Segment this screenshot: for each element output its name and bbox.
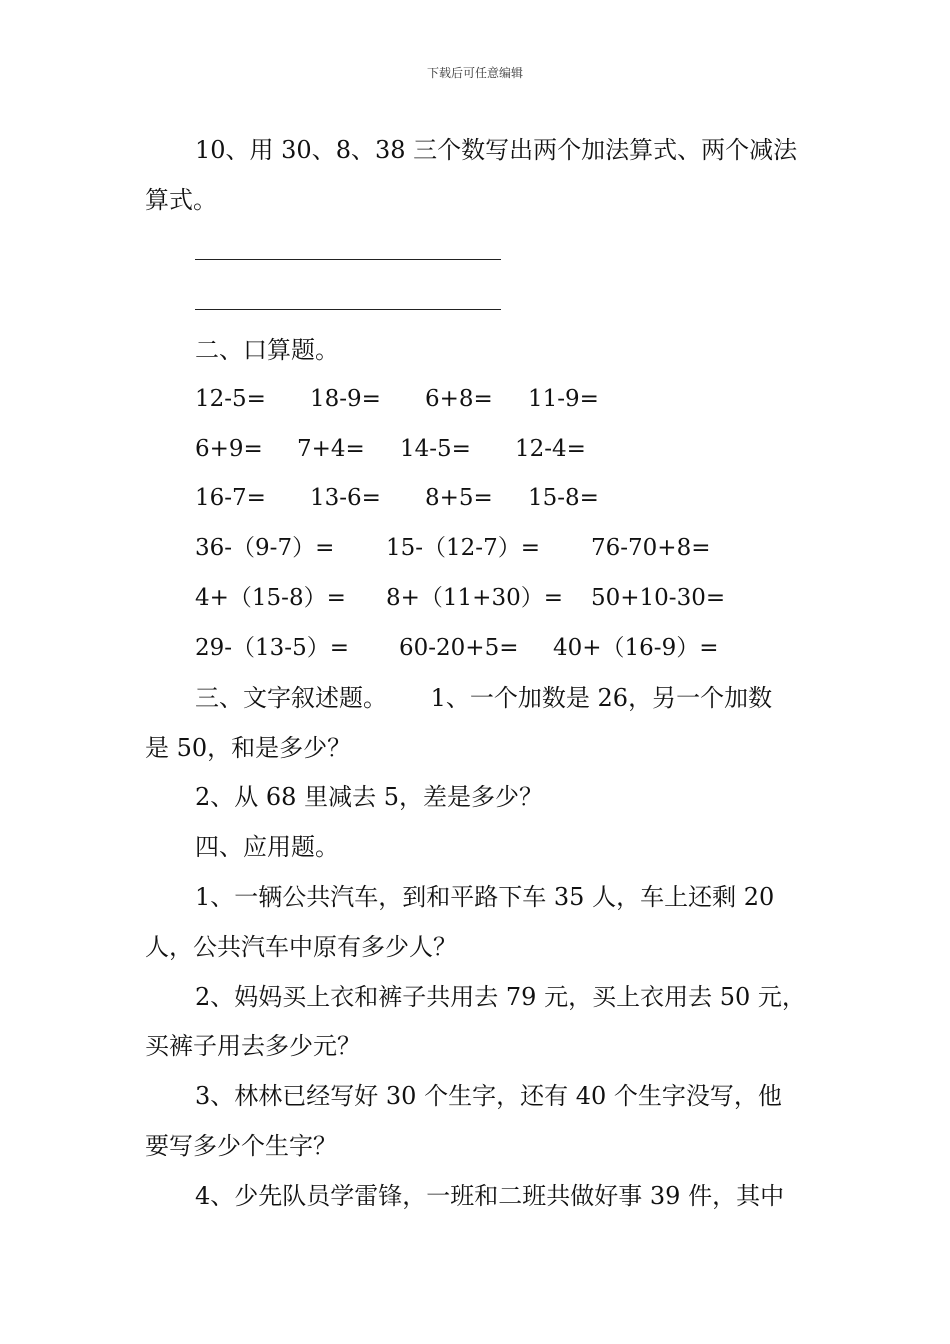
calc-item: 11-9=: [528, 386, 599, 412]
question-10-line2: 算式。: [145, 186, 217, 214]
answer-blank-1: [195, 259, 501, 260]
calc-item: 50+10-30=: [591, 585, 726, 611]
calc-item: 60-20+5=: [399, 635, 519, 661]
calc-item: 15-8=: [528, 485, 599, 511]
section-4-q3-line1: 3、林林已经写好 30 个生字，还有 40 个生字没写，他: [195, 1082, 782, 1110]
calc-item: 7+4=: [297, 436, 365, 462]
section-4-title: 四、应用题。: [195, 833, 339, 861]
section-4-q3-line2: 要写多少个生字？: [145, 1132, 337, 1160]
calc-item: 36-（9-7）=: [195, 535, 335, 561]
section-4-q1-line2: 人，公共汽车中原有多少人？: [145, 933, 457, 961]
calc-item: 16-7=: [195, 485, 266, 511]
calc-item: 8+（11+30）=: [386, 585, 563, 611]
calc-item: 76-70+8=: [591, 535, 711, 561]
calc-item: 14-5=: [400, 436, 471, 462]
question-10-line1: 10、用 30、8、38 三个数写出两个加法算式、两个减法: [195, 136, 798, 164]
section-3-line2: 是 50，和是多少？: [145, 734, 352, 762]
answer-blank-2: [195, 309, 501, 310]
calc-item: 12-5=: [195, 386, 266, 412]
calc-item: 13-6=: [310, 485, 381, 511]
section-2-title: 二、口算题。: [195, 336, 339, 364]
calc-item: 15-（12-7）=: [386, 535, 540, 561]
page-header: 下载后可任意编辑: [426, 66, 523, 80]
section-4-q1-line1: 1、一辆公共汽车，到和平路下车 35 人，车上还剩 20: [195, 883, 775, 911]
calc-item: 4+（15-8）=: [195, 585, 346, 611]
calc-item: 6+9=: [195, 436, 263, 462]
section-4-q2-line1: 2、妈妈买上衣和裤子共用去 79 元，买上衣用去 50 元，: [195, 983, 806, 1011]
section-4-q4-line1: 4、少先队员学雷锋，一班和二班共做好事 39 件，其中: [195, 1182, 785, 1210]
calc-item: 12-4=: [515, 436, 586, 462]
calc-item: 29-（13-5）=: [195, 635, 349, 661]
calc-item: 6+8=: [425, 386, 493, 412]
calc-item: 40+（16-9）=: [553, 635, 719, 661]
section-3-question-2: 2、从 68 里减去 5，差是多少？: [195, 783, 543, 811]
calc-item: 8+5=: [425, 485, 493, 511]
section-3-line1: 三、文字叙述题。 1、一个加数是 26，另一个加数: [195, 684, 773, 712]
section-4-q2-line2: 买裤子用去多少元？: [145, 1032, 361, 1060]
calc-item: 18-9=: [310, 386, 381, 412]
